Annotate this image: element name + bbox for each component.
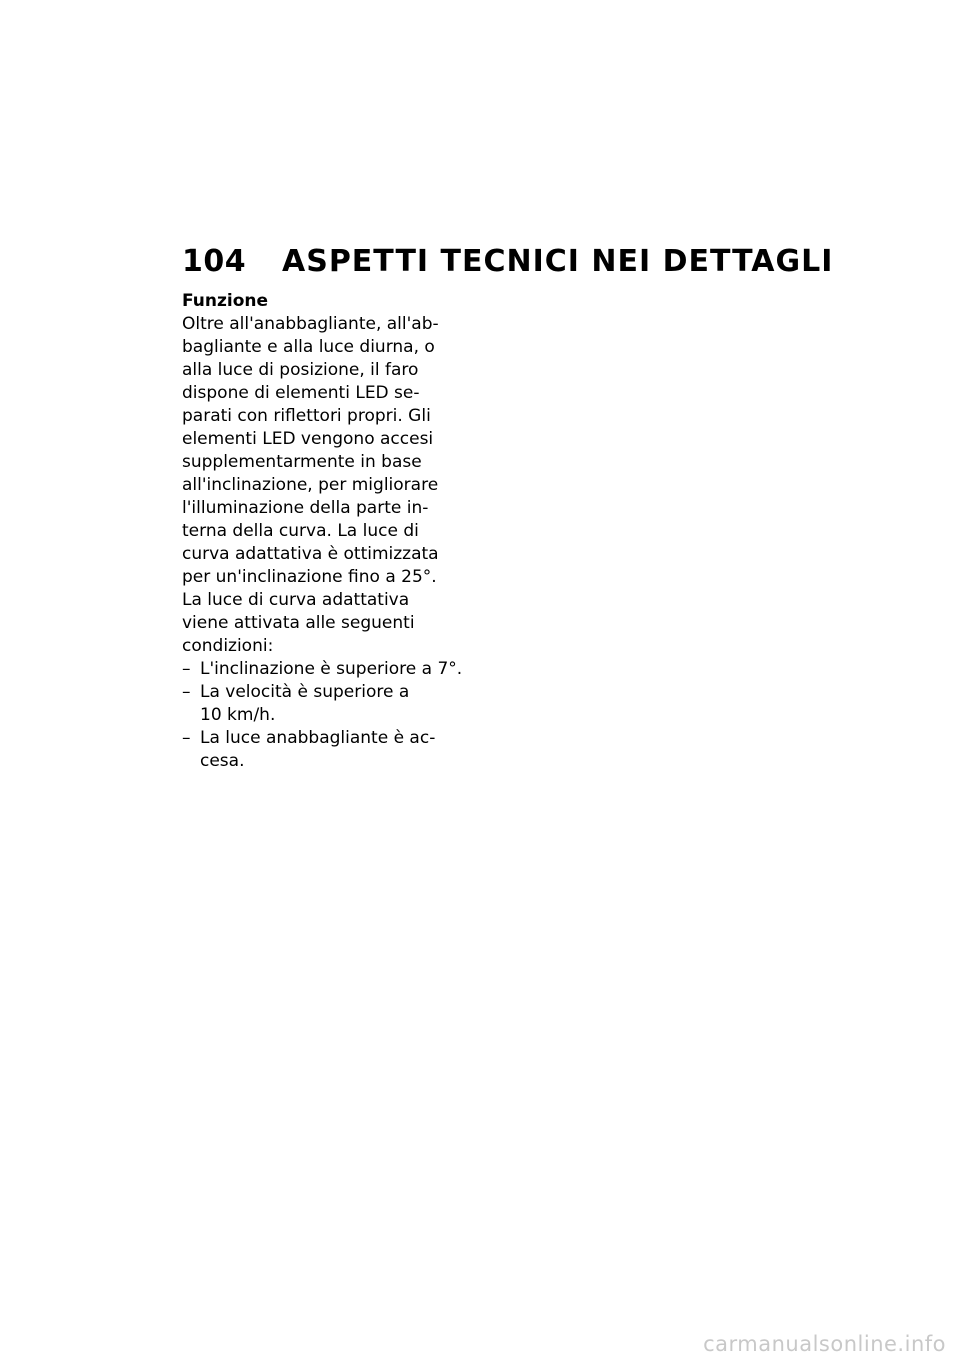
condition-item [182,681,462,727]
paragraph-line: per un'inclinazione fino a 25°. [182,567,437,587]
paragraph-line: bagliante e alla luce diurna, o [182,337,435,357]
conditions-list [182,658,462,773]
condition-line: cesa. [200,751,245,771]
condition-item [182,727,462,773]
condition-line: La velocità è superiore a [200,682,410,702]
list-dash: – [182,682,191,702]
page-number: 104 [182,244,247,279]
content-heading: Funzione [182,291,269,311]
page-header [182,244,833,279]
paragraph-line: parati con riflettori propri. Gli [182,406,431,426]
list-dash: – [182,659,191,679]
paragraph-line: elementi LED vengono accesi [182,429,434,449]
footer-watermark: carmanualsonline.info [703,1332,946,1356]
paragraph-line: all'inclinazione, per migliorare [182,475,439,495]
paragraph-line: dispone di elementi LED se- [182,383,420,403]
condition-line: 10 km/h. [200,705,276,725]
body-paragraph [182,313,462,658]
paragraph-line: alla luce di posizione, il faro [182,360,419,380]
paragraph-line: terna della curva. La luce di [182,521,419,541]
paragraph-line: l'illuminazione della parte in- [182,498,429,518]
condition-line: L'inclinazione è superiore a 7°. [200,659,463,679]
paragraph-line: condizioni: [182,636,274,656]
paragraph-line: Oltre all'anabbagliante, all'ab- [182,314,439,334]
paragraph-line: viene attivata alle seguenti [182,613,415,633]
condition-line: La luce anabbagliante è ac- [200,728,436,748]
paragraph-line: supplementarmente in base [182,452,422,472]
list-dash: – [182,728,191,748]
section-title: ASPETTI TECNICI NEI DETTAGLI [282,244,834,279]
paragraph-line: La luce di curva adattativa [182,590,410,610]
content-block [182,290,462,773]
condition-item [182,658,462,681]
paragraph-line: curva adattativa è ottimizzata [182,544,439,564]
